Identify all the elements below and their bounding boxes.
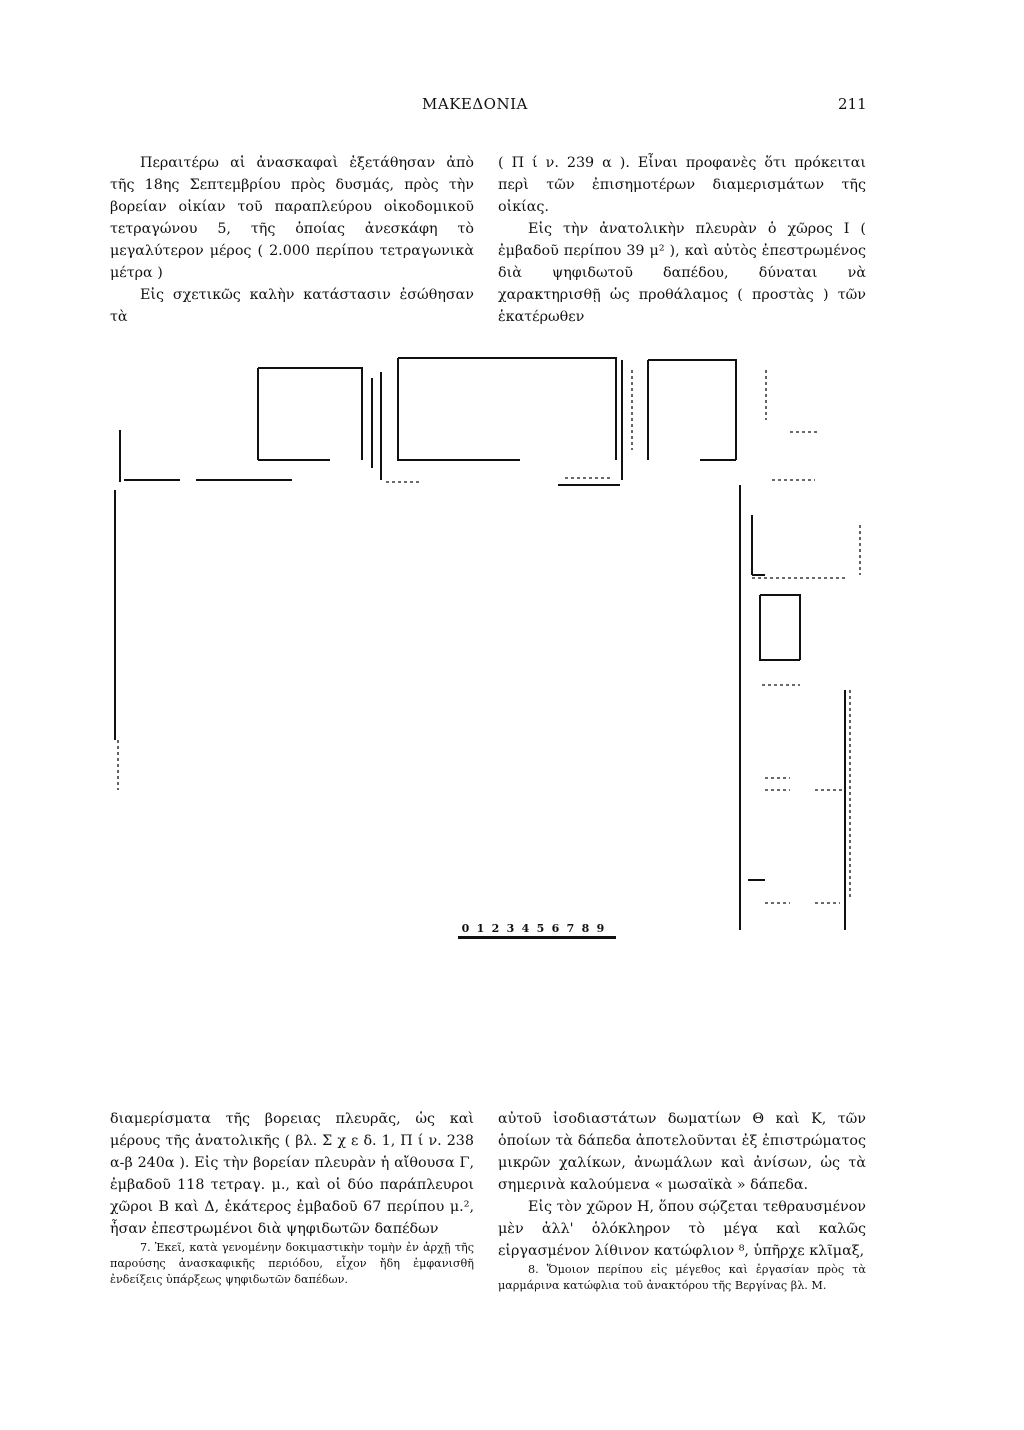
- scale-tick: 6: [551, 922, 560, 935]
- plan-dashed-wall: [772, 432, 820, 480]
- page-header: [0, 95, 1024, 119]
- floor-plan-drawing: [100, 340, 880, 970]
- plan-wall: [760, 595, 800, 660]
- plan-wall: [120, 430, 292, 482]
- scale-tick: 1: [476, 922, 485, 935]
- plan-dashed-wall: [632, 370, 766, 450]
- footnote-8: 8. Ὅμοιον περίπου εἰς μέγεθος καὶ ἐργασίαν πρὸς τὰ μαρμάρινα κατώφλια τοῦ ἀνακτόρου τῆς Βεργίνας βλ. Μ.: [498, 1263, 866, 1292]
- paragraph: διαμερίσματα τῆς βορειας πλευρᾶς, ὡς καὶ μέρους τῆς ἀνατολικῆς ( βλ. Σ χ ε δ. 1, Π ί ν. 238 α-β 240α ). Εἰς τὴν βορείαν πλευρὰν ἡ αἴθουσα Γ, ἐμβαδοῦ 118 τετραγ. μ., καὶ οἱ δύο παράπλευροι χῶροι Β καὶ Δ, ἑκάτερος ἐμβαδοῦ 67 περίπου μ.², ἦσαν ἐπεστρωμένοι διὰ ψηφιδωτῶν δαπέδων: [110, 1111, 474, 1237]
- running-head: ΜΑΚΕΔΟΝΙΑ: [422, 95, 528, 113]
- scale-tick: 0: [461, 922, 470, 935]
- plan-wall: [372, 372, 381, 480]
- plan-wall: [398, 358, 616, 460]
- paragraph: Εἰς σχετικῶς καλὴν κατάστασιν ἐσώθησαν τὰ: [110, 287, 474, 325]
- text-column-right-bottom: [498, 1108, 866, 1294]
- text-column-left-bottom: [110, 1108, 474, 1288]
- plan-wall: [648, 360, 736, 460]
- scale-bar: [458, 936, 616, 939]
- plan-dashed-wall: [762, 685, 845, 790]
- scale-tick: 4: [521, 922, 530, 935]
- scale-tick: 9: [596, 922, 605, 935]
- page-number: 211: [838, 95, 867, 113]
- plan-dashed-wall: [386, 478, 610, 482]
- paragraph: Εἰς τὸν χῶρον Η, ὅπου σῴζεται τεθραυσμένον μὲν ἀλλ' ὁλόκληρον τὸ μέγα καὶ καλῶς εἰργασμένον λίθινον κατώφλιον ⁸, ὑπῆρχε κλῖμαξ,: [498, 1199, 866, 1259]
- scale-tick: 5: [536, 922, 545, 935]
- floor-plan-figure: [100, 340, 880, 970]
- scale-tick: 3: [506, 922, 515, 935]
- footnote-7: 7. Ἐκεῖ, κατὰ γενομένην δοκιμαστικὴν τομὴν ἐν ἀρχῇ τῆς παρούσης ἀνασκαφικῆς περιόδου, εἶχον ἤδη ἐμφανισθῆ ἐνδείξεις ὑπάρξεως ψηφιδωτῶν δαπέδων.: [110, 1241, 474, 1286]
- paragraph: αὐτοῦ ἰσοδιαστάτων δωματίων Θ καὶ Κ, τῶν ὁποίων τὰ δάπεδα ἀποτελοῦνται ἐξ ἐπιστρώματος μικρῶν χαλίκων, ἀνωμάλων καὶ ἀνίσων, ὡς τὰ σημερινὰ καλούμενα « μωσαϊκὰ » δάπεδα.: [498, 1111, 866, 1193]
- plan-wall: [258, 368, 362, 460]
- scale-ticks: [458, 922, 608, 935]
- plan-dashed-wall: [752, 525, 860, 578]
- plan-wall: [748, 690, 845, 930]
- paragraph: Εἰς τὴν ἀνατολικὴν πλευρὰν ὁ χῶρος Ι ( ἐμβαδοῦ περίπου 39 μ² ), καὶ αὐτὸς ἐπεστρωμένος διὰ ψηφιδωτοῦ δαπέδου, δύναται νὰ χαρακτηρισθῇ ὡς προθάλαμος ( προστὰς ) τῶν ἑκατέρωθεν: [498, 221, 866, 325]
- text-column-left-top: [110, 152, 474, 328]
- scale-tick: 7: [566, 922, 575, 935]
- text-column-right-top: [498, 152, 866, 328]
- scale-tick: 8: [581, 922, 590, 935]
- paragraph: ( Π ί ν. 239 α ). Εἶναι προφανὲς ὅτι πρόκειται περὶ τῶν ἐπισημοτέρων διαμερισμάτων τῆς οἰκίας.: [498, 155, 866, 215]
- plan-wall: [740, 485, 765, 930]
- paragraph: Περαιτέρω αἱ ἀνασκαφαὶ ἐξετάθησαν ἀπὸ τῆς 18ης Σεπτεμβρίου πρὸς δυσμάς, πρὸς τὴν βορείαν οἰκίαν τοῦ παραπλεύρου οἰκοδομικοῦ τετραγώνου 5, τῆς ὁποίας ἀνεσκάφη τὸ μεγαλύτερον μέρος ( 2.000 περίπου τετραγωνικὰ μέτρα ): [110, 155, 474, 281]
- scale-tick: 2: [491, 922, 500, 935]
- scale-bar-labels: [458, 922, 616, 935]
